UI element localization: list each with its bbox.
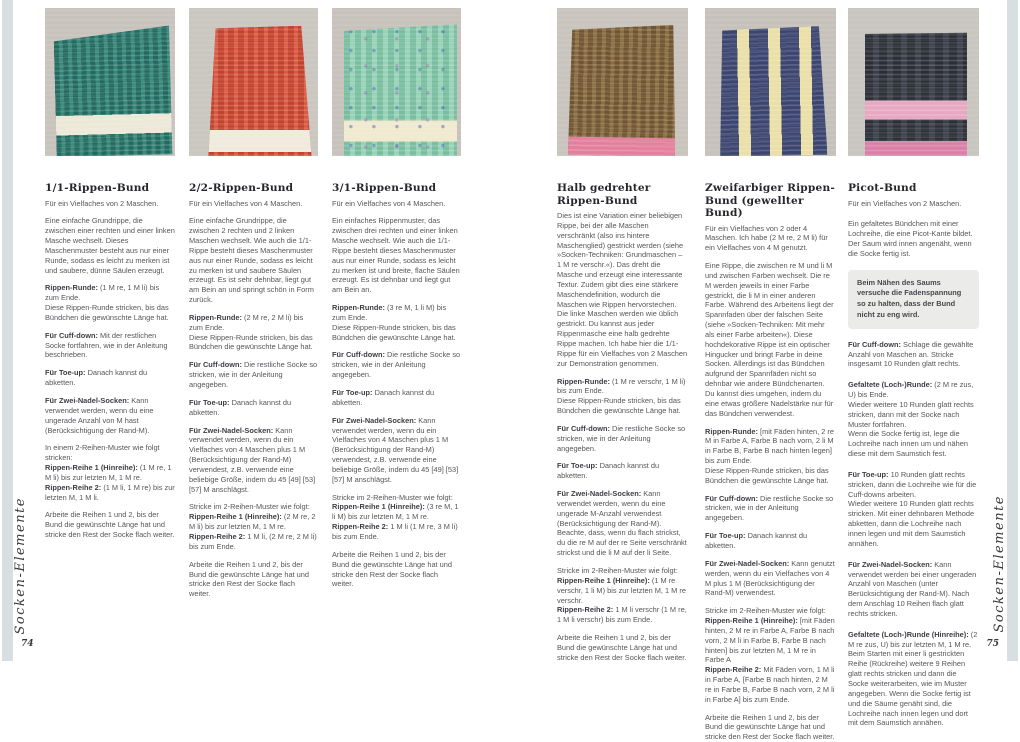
- block-text: Eine einfache Grundrippe, die zwischen einer rechten und einer linken Masche wechselt. Dieses Maschenmuster besteht aus nur einer Runde, sodass es leicht zu merken ist und saubere, dünne Säulen erzeugt.: [45, 216, 175, 274]
- block-text: Kann verwendet werden, wenn du ein Vielfaches von 4 Maschen plus 1 M (Berücksichtigung der Rand-M) verwendest, z.B. verwende eine beliebige Größe, indem du 45 [49] [53] [57] M anschlägst.: [189, 426, 315, 494]
- text-block: [705, 466, 836, 486]
- block-lead: Rippen-Reihe 2:: [332, 522, 390, 531]
- text-block: [848, 219, 979, 258]
- block-lead: Rippen-Reihe 1 (Hinreihe):: [705, 616, 800, 625]
- text-block: [189, 360, 318, 390]
- pattern-text: [705, 224, 836, 742]
- text-block: [332, 416, 461, 485]
- knit-swatch: [208, 26, 311, 156]
- text-block: [848, 340, 979, 370]
- block-lead: Rippen-Reihe 1 (Hinreihe):: [332, 502, 427, 511]
- block-text: Diese Rippen-Runde stricken, bis das Bündchen die gewünschte Länge hat.: [557, 396, 681, 415]
- block-text: Arbeite die Reihen 1 und 2, bis der Bund die gewünschte Länge hat und stricke den Rest der Socke flach weiter.: [705, 713, 834, 742]
- block-text: (1 M re, 1 M li) bis zum Ende.: [45, 283, 159, 302]
- text-block: [705, 713, 836, 742]
- pattern-title: Picot-Bund: [848, 182, 979, 195]
- block-lead: Rippen-Runde:: [45, 283, 100, 292]
- text-block: [332, 323, 461, 343]
- block-lead: Rippen-Runde:: [332, 303, 387, 312]
- text-block: [557, 377, 688, 397]
- text-block: [848, 429, 979, 459]
- text-block: [848, 560, 979, 619]
- block-lead: Für Toe-up:: [45, 368, 88, 377]
- block-lead: Für Zwei-Nadel-Socken:: [557, 489, 643, 498]
- block-text: Kann genutzt werden, wenn du ein Vielfaches von 4 M plus 1 M (Berücksichtigung der Rand-M) verwendest.: [705, 559, 835, 598]
- block-text: Die restliche Socke so stricken, wie in der Anleitung angegeben.: [557, 424, 685, 453]
- block-text: Wieder weitere 10 Runden glatt rechts stricken, dann mit der Socke nach Muster fortfahren.: [848, 400, 974, 429]
- block-lead: Für Cuff-down:: [705, 494, 760, 503]
- block-lead: Für Cuff-down:: [45, 331, 100, 340]
- block-lead: Rippen-Reihe 1 (Hinreihe):: [189, 512, 284, 521]
- text-block: [45, 199, 175, 209]
- text-block: [848, 630, 979, 728]
- text-block: [45, 283, 175, 303]
- block-lead: Rippen-Reihe 2:: [705, 665, 763, 674]
- text-block: [189, 216, 318, 305]
- text-block: [189, 199, 318, 209]
- text-block: [189, 426, 318, 495]
- pattern-text: [557, 211, 688, 663]
- block-lead: Für Toe-up:: [705, 531, 748, 540]
- text-block: [332, 493, 461, 503]
- pattern-column-two-color-rib: [705, 8, 836, 742]
- block-text: Für ein Vielfaches von 4 Maschen.: [189, 199, 302, 208]
- text-block: [332, 550, 461, 589]
- chapter-side-label-right: Socken-Elemente: [992, 495, 1007, 633]
- text-block: [705, 531, 836, 551]
- block-text: [mit Fäden hinten, 2 re M in Farbe A, Farbe B nach vorn, 2 li M in Farbe B, Farbe B nach hinten legen] bis zum Ende.: [705, 427, 834, 466]
- text-block: [848, 470, 979, 500]
- text-block: [332, 350, 461, 380]
- text-block: [557, 576, 688, 606]
- block-text: Kann verwendet werden, wenn du eine ungerade M-Anzahl verwendest (Berücksichtigung der Rand-M). Beachte, dass, wenn du flach strickst, du die re M auf der re Seite verschränkt strickst und die li M auf der li Seite.: [557, 489, 687, 557]
- text-block: [705, 616, 836, 665]
- knit-swatch: [344, 24, 458, 156]
- text-block: [848, 199, 979, 209]
- block-lead: Für Zwei-Nadel-Socken:: [848, 560, 934, 569]
- text-block: [189, 532, 318, 552]
- block-text: Diese Rippen-Runde stricken, bis das Bündchen die gewünschte Länge hat.: [705, 466, 829, 485]
- block-lead: Rippen-Reihe 1 (Hinreihe):: [45, 463, 140, 472]
- block-lead: Gefaltete (Loch-)Runde:: [848, 380, 934, 389]
- block-text: Die restliche Socke so stricken, wie in der Anleitung angegeben.: [332, 350, 460, 379]
- pattern-title: Zweifarbiger Rippen-Bund (gewellter Bund): [705, 182, 836, 220]
- block-lead: Für Zwei-Nadel-Socken:: [332, 416, 418, 425]
- text-block: [557, 566, 688, 576]
- page-number-left: 74: [21, 639, 34, 649]
- block-text: Die restliche Socke so stricken, wie in der Anleitung angegeben.: [189, 360, 317, 389]
- text-block: [705, 494, 836, 524]
- block-text: Diese Rippen-Runde stricken, bis das Bündchen die gewünschte Länge hat.: [332, 323, 456, 342]
- pattern-text: [189, 199, 318, 600]
- pattern-column-half-twisted-rib: [557, 8, 688, 663]
- block-text: Ein einfaches Rippenmuster, das zwischen drei rechten und einer linken Masche wechselt. Wie auch die 1/1-Rippe besteht dieses Maschenmuster aus nur einer Runde, sodass es leicht zu merken ist und breite, flache Säulen erzeugt. Es ist dehnbar und liegt gut am Bein an.: [332, 216, 460, 294]
- block-text: Kann verwendet werden, wenn du eine ungerade Anzahl von M hast (Berücksichtigung der Rand-M).: [45, 396, 153, 435]
- text-block: [705, 665, 836, 704]
- text-block: [705, 224, 836, 254]
- knit-swatch: [54, 26, 173, 156]
- text-block: [332, 388, 461, 408]
- block-lead: Rippen-Runde:: [189, 313, 244, 322]
- text-block: [332, 303, 461, 323]
- text-block: [848, 380, 979, 400]
- block-text: Arbeite die Reihen 1 und 2, bis der Bund die gewünschte Länge hat und stricke den Rest der Socke flach weiter.: [332, 550, 452, 589]
- block-text: Schlage die gewählte Anzahl von Maschen an. Stricke insgesamt 10 Runden glatt rechts.: [848, 340, 973, 369]
- block-text: Dies ist eine Variation einer beliebigen Rippe, bei der alle Maschen verschränkt (also ins hintere Maschenglied) gestrickt werden (siehe »Socken-Techniken: Grundmaschen – 1 M re verschr.«). Das dreht die Masche und erzeugt eine interessante Textur. Zudem gibt dies eine stärkere Maschendefinition, wodurch die Maschen wie Rippen hervorstechen. Die linke Maschen werden wie üblich gestrickt. Du kannst aus jeder Rippenmasche eine halb gedrehte Rippe machen. Ich habe hier die 1/1-Rippe für ein Vielfaches von 2 Maschen zur Demonstration genommen.: [557, 211, 687, 368]
- block-text: Diese Rippen-Runde stricken, bis das Bündchen die gewünschte Länge hat.: [189, 333, 313, 352]
- block-text: Danach kannst du abketten.: [45, 368, 147, 387]
- knit-swatch: [865, 30, 967, 156]
- block-text: Stricke im 2-Reihen-Muster wie folgt:: [705, 606, 826, 615]
- block-text: 1 M li, (2 M re, 2 M li) bis zum Ende.: [189, 532, 317, 551]
- text-block: [189, 398, 318, 418]
- pattern-title: 3/1-Rippen-Bund: [332, 182, 461, 195]
- swatch-photo-brown-rib: [557, 8, 688, 156]
- block-text: Eine einfache Grundrippe, die zwischen 2 rechten und 2 linken Maschen wechselt. Wie auch die 1/1-Rippe besteht dieses Maschenmuster aus nur einer Runde, sodass es leicht zu merken ist und saubere Säulen erzeugt. Es ist sehr dehnbar, liegt gut am Bein an und springt schön in Form zurück.: [189, 216, 314, 304]
- block-lead: Für Cuff-down:: [848, 340, 903, 349]
- text-block: [189, 512, 318, 532]
- block-lead: Für Zwei-Nadel-Socken:: [45, 396, 131, 405]
- text-block: [45, 303, 175, 323]
- block-lead: Für Toe-up:: [189, 398, 232, 407]
- text-block: [45, 331, 175, 361]
- block-lead: Für Toe-up:: [848, 470, 891, 479]
- block-lead: Für Cuff-down:: [332, 350, 387, 359]
- text-block: [557, 396, 688, 416]
- block-text: (3 re M, 1 li M) bis zur letzten M, 1 M re.: [332, 502, 458, 521]
- block-text: (1 M re verschr, 1 M li) bis zum Ende.: [557, 377, 686, 396]
- block-text: (1 M li, 1 M re) bis zur letzten M, 1 M li.: [45, 483, 175, 502]
- block-text: Ein gefaltetes Bündchen mit einer Lochreihe, die eine Picot-Kante bildet. Der Saum wird innen angenäht, wenn die Socke fertig ist.: [848, 219, 973, 258]
- block-text: In einem 2-Reihen-Muster wie folgt stricken:: [45, 443, 160, 462]
- block-text: Stricke im 2-Reihen-Muster wie folgt:: [189, 502, 310, 511]
- block-text: Mit Fäden vorn, 1 M li in Farbe A, [Farbe B nach hinten, 2 M re in Farbe B, Farbe B nach vorn, 2 M li in Farbe A] bis zum Ende.: [705, 665, 834, 704]
- block-text: 10 Runden glatt rechts stricken, dann die Lochreihe wie für die Cuff-downs arbeiten.: [848, 470, 976, 499]
- chapter-side-label-left: Socken-Elemente: [13, 497, 28, 635]
- block-text: Diese Rippen-Runde stricken, bis das Bündchen die gewünschte Länge hat.: [45, 303, 169, 322]
- block-text: Kann verwendet werden, wenn du ein Vielfaches von 4 Maschen plus 1 M (Berücksichtigung der Rand-M) verwendest, z.B. verwende eine beliebige Größe, indem du 45 [49] [53] [57] M anschlägst.: [332, 416, 458, 484]
- block-lead: Rippen-Runde:: [705, 427, 760, 436]
- text-block: [189, 502, 318, 512]
- text-block: [557, 489, 688, 558]
- block-text: Danach kannst du abketten.: [705, 531, 807, 550]
- block-lead: Rippen-Reihe 2:: [189, 532, 247, 541]
- block-text: Arbeite die Reihen 1 und 2, bis der Bund die gewünschte Länge hat und stricke den Rest der Socke flach weiter.: [557, 633, 686, 662]
- block-lead: Für Zwei-Nadel-Socken:: [189, 426, 275, 435]
- tip-box: [848, 270, 979, 329]
- block-text: Wieder weitere 10 Runden glatt rechts stricken. Mit einer dehnbaren Methode abketten, dann die Lochreihe nach innen legen und mit dem Saumstich annähen.: [848, 499, 974, 547]
- text-block: [45, 463, 175, 483]
- block-lead: Rippen-Reihe 2:: [45, 483, 103, 492]
- text-block: [332, 216, 461, 295]
- swatch-photo-charcoal-rib: [848, 8, 979, 156]
- block-text: [mit Fäden hinten, 2 M re in Farbe A, Farbe B nach vorn, 2 M li in Farbe B, Farbe B nach hinten] bis zur letzten M, 1 M re in Farbe A: [705, 616, 835, 664]
- block-text: Mit der restlichen Socke fortfahren, wie in der Anleitung beschrieben.: [45, 331, 167, 360]
- text-block: [332, 522, 461, 542]
- block-text: Stricke im 2-Reihen-Muster wie folgt:: [332, 493, 453, 502]
- text-block: [189, 313, 318, 333]
- block-text: Für ein Vielfaches von 2 Maschen.: [45, 199, 158, 208]
- text-block: [45, 483, 175, 503]
- block-lead: Für Cuff-down:: [189, 360, 244, 369]
- block-text: (2 M re zus, U) bis Ende.: [848, 380, 973, 399]
- text-block: [557, 211, 688, 369]
- pattern-column-3-1-rib: [332, 8, 461, 589]
- block-text: 1 M li verschr (1 M re, 1 M li verschr) bis zum Ende.: [557, 605, 687, 624]
- pattern-title: 1/1-Rippen-Bund: [45, 182, 175, 195]
- block-lead: Für Toe-up:: [332, 388, 375, 397]
- block-text: Kann verwendet werden bei einer ungeraden Anzahl von Maschen (unter Berücksichtigung der Rand-M). Nach dem Anschlag 10 Reihen flach glatt rechts stricken.: [848, 560, 976, 618]
- text-block: [557, 461, 688, 481]
- text-block: [189, 560, 318, 599]
- swatch-photo-coral-rib: [189, 8, 318, 156]
- block-text: Wenn die Socke fertig ist, lege die Lochreihe nach innen um und nähen diese mit dem Saumstich fest.: [848, 429, 968, 458]
- text-block: [705, 427, 836, 466]
- page-number-right: 75: [986, 639, 999, 649]
- block-text: Für ein Vielfaches von 4 Maschen.: [332, 199, 445, 208]
- text-block: [45, 368, 175, 388]
- pattern-text: [332, 199, 461, 590]
- text-block: [45, 216, 175, 275]
- pattern-text: [848, 199, 979, 729]
- text-block: [705, 559, 836, 598]
- block-text: Eine Rippe, die zwischen re M und li M und zwischen Farben wechselt. Die re M werden jeweils in einer Farbe gestrickt, die li M in einer anderen Farbe. Während des Arbeitens liegt der Spannfaden über der falschen Seite (siehe »Socken-Techniken: Mit mehr als einer Farbe arbeiten«). Diese hochdekorative Rippe ist ein optischer Hingucker und bringt Farbe in deine Socken. Allerdings ist das Bündchen aufgrund der Spannfäden nicht so dehnbar wie andere Bündchenarten. Du kannst dies umgehen, indem du eine etwas größere Nadelstärke nur für das Bündchen verwendest.: [705, 261, 834, 418]
- text-block: [848, 499, 979, 548]
- block-text: (1 M re, 1 M li) bis zur letzten M, 1 M re.: [45, 463, 171, 482]
- swatch-photo-navy-cream-rib: [705, 8, 836, 156]
- pattern-column-2-2-rib: [189, 8, 318, 599]
- block-text: Danach kannst du abketten.: [557, 461, 659, 480]
- page-edge-left: [2, 0, 13, 661]
- swatch-photo-teal-rib: [45, 8, 175, 156]
- block-lead: Rippen-Reihe 1 (Hinreihe):: [557, 576, 652, 585]
- block-text: (2 M re, 2 M li) bis zum Ende.: [189, 313, 303, 332]
- text-block: [45, 510, 175, 540]
- text-block: [705, 606, 836, 616]
- text-block: [557, 424, 688, 454]
- block-text: (1 M re verschr, 1 li M) bis zur letzten M, 1 M re verschr.: [557, 576, 686, 605]
- block-lead: Rippen-Runde:: [557, 377, 612, 386]
- block-text: Danach kannst du abketten.: [189, 398, 291, 417]
- pattern-title: Halb gedrehter Rippen-Bund: [557, 182, 688, 207]
- text-block: [557, 605, 688, 625]
- text-block: [332, 199, 461, 209]
- text-block: [45, 443, 175, 463]
- page-edge-right: [1007, 0, 1018, 661]
- block-text: (2 M re, 2 M li) bis zur letzten M, 1 M re.: [189, 512, 315, 531]
- block-lead: Für Toe-up:: [557, 461, 600, 470]
- knit-swatch: [568, 23, 678, 156]
- text-block: [45, 396, 175, 435]
- pattern-title: 2/2-Rippen-Bund: [189, 182, 318, 195]
- block-text: Stricke im 2-Reihen-Muster wie folgt:: [557, 566, 678, 575]
- text-block: [189, 333, 318, 353]
- block-text: Arbeite die Reihen 1 und 2, bis der Bund die gewünschte Länge hat und stricke den Rest der Socke flach weiter.: [189, 560, 309, 599]
- block-text: 1 M li (1 M re, 3 M li) bis zum Ende.: [332, 522, 458, 541]
- swatch-photo-mint-rib: [332, 8, 461, 156]
- block-lead: Für Cuff-down:: [557, 424, 612, 433]
- pattern-column-1-1-rib: [45, 8, 175, 540]
- text-block: [705, 261, 836, 419]
- block-text: Die restliche Socke so stricken, wie in der Anleitung angegeben.: [705, 494, 833, 523]
- block-text: Beim Nähen des Saums versuche die Fadenspannung so zu halten, dass der Bund nicht zu eng wird.: [857, 278, 961, 319]
- block-text: Danach kannst du abketten.: [332, 388, 434, 407]
- block-lead: Gefaltete (Loch-)Runde (Hinreihe):: [848, 630, 971, 639]
- block-text: Arbeite die Reihen 1 und 2, bis der Bund die gewünschte Länge hat und stricke den Rest der Socke flach weiter.: [45, 510, 174, 539]
- block-text: (2 M re zus, U) bis zur letzten M, 1 M re. Beim Starten mit einer li gestrickten Reihe (Rückreihe) weitere 9 Reihen glatt rechts stricken und dann die Socke weiterarbeiten, wie im Muster angegeben. Wenn die Socke fertig ist und die Säume genäht sind, die Lochreihe nach innen legen und dort mit dem Saumstich annähen.: [848, 630, 977, 728]
- text-block: [332, 502, 461, 522]
- pattern-column-picot: [848, 8, 979, 728]
- block-lead: Rippen-Reihe 2:: [557, 605, 615, 614]
- text-block: [848, 400, 979, 430]
- pattern-text: [45, 199, 175, 540]
- text-block: [557, 633, 688, 663]
- block-text: Für ein Vielfaches von 2 oder 4 Maschen. Ich habe (2 M re, 2 M li) für ein Vielfaches von 4 M genutzt.: [705, 224, 828, 253]
- block-lead: Für Zwei-Nadel-Socken:: [705, 559, 791, 568]
- knit-swatch: [718, 26, 828, 156]
- block-text: Für ein Vielfaches von 2 Maschen.: [848, 199, 961, 208]
- block-text: (3 re M, 1 li M) bis zum Ende.: [332, 303, 446, 322]
